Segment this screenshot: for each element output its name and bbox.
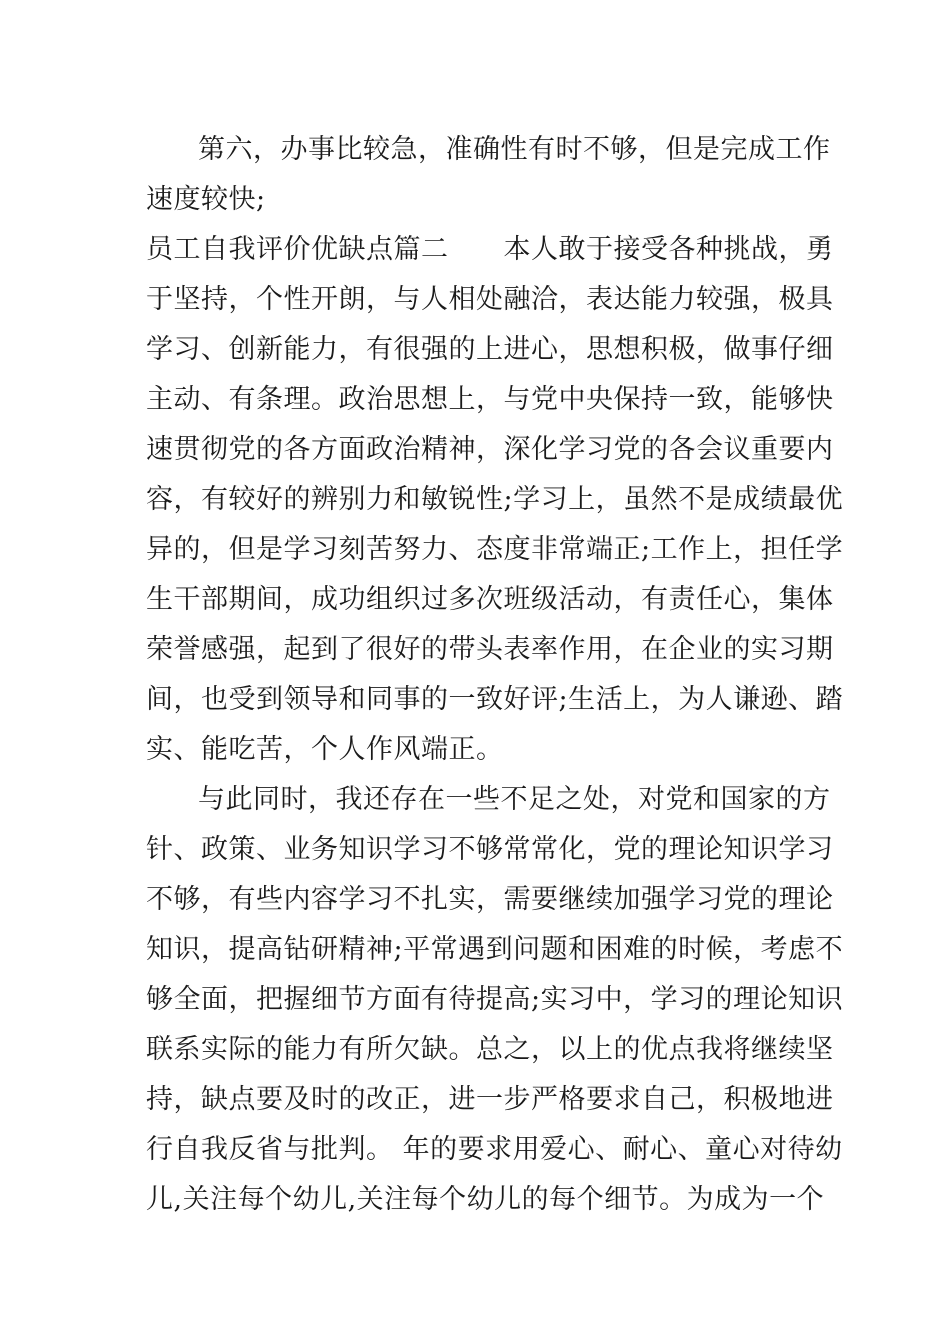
text-line-13: 实、能吃苦，个人作风端正。 [146,734,504,765]
text-line-17: 知识，提高钻研精神;平常遇到问题和困难的时候，考虑不 [146,934,844,965]
text-line-10: 生干部期间，成功组织过多次班级活动，有责任心，集体 [146,584,834,615]
text-line-20: 持，缺点要及时的改正，进一步严格要求自己，积极地进 [146,1084,834,1115]
text-line-9: 异的，但是学习刻苦努力、态度非常端正;工作上，担任学 [146,534,844,565]
text-line-7: 速贯彻党的各方面政治精神，深化学习党的各会议重要内 [146,434,834,465]
text-line-2: 速度较快; [146,184,266,215]
text-line-12: 间，也受到领导和同事的一致好评;生活上，为人谦逊、踏 [146,684,844,715]
text-line-14: 与此同时，我还存在一些不足之处，对党和国家的方 [198,784,831,815]
text-line-19: 联系实际的能力有所欠缺。总之，以上的优点我将继续坚 [146,1034,834,1065]
text-line-21: 行自我反省与批判。 年的要求用爱心、耐心、童心对待幼 [146,1134,843,1165]
text-line-4: 于坚持，个性开朗，与人相处融洽，表达能力较强，极具 [146,284,834,315]
text-line-6: 主动、有条理。政治思想上，与党中央保持一致，能够快 [146,384,834,415]
text-line-22: 儿,关注每个幼儿,关注每个幼儿的每个细节。为成为一个 [146,1184,825,1215]
text-line-8: 容，有较好的辨别力和敏锐性;学习上，虽然不是成绩最优 [146,484,844,515]
text-line-15: 针、政策、业务知识学习不够常常化，党的理论知识学习 [146,834,834,865]
text-line-5: 学习、创新能力，有很强的上进心，思想积极，做事仔细 [146,334,834,365]
text-line-18: 够全面，把握细节方面有待提高;实习中，学习的理论知识 [146,984,844,1015]
text-line-3: 员工自我评价优缺点篇二 本人敢于接受各种挑战，勇 [146,234,834,265]
text-line-11: 荣誉感强，起到了很好的带头表率作用，在企业的实习期 [146,634,834,665]
text-line-16: 不够，有些内容学习不扎实，需要继续加强学习党的理论 [146,884,834,915]
text-line-1: 第六，办事比较急，准确性有时不够，但是完成工作 [198,134,831,165]
